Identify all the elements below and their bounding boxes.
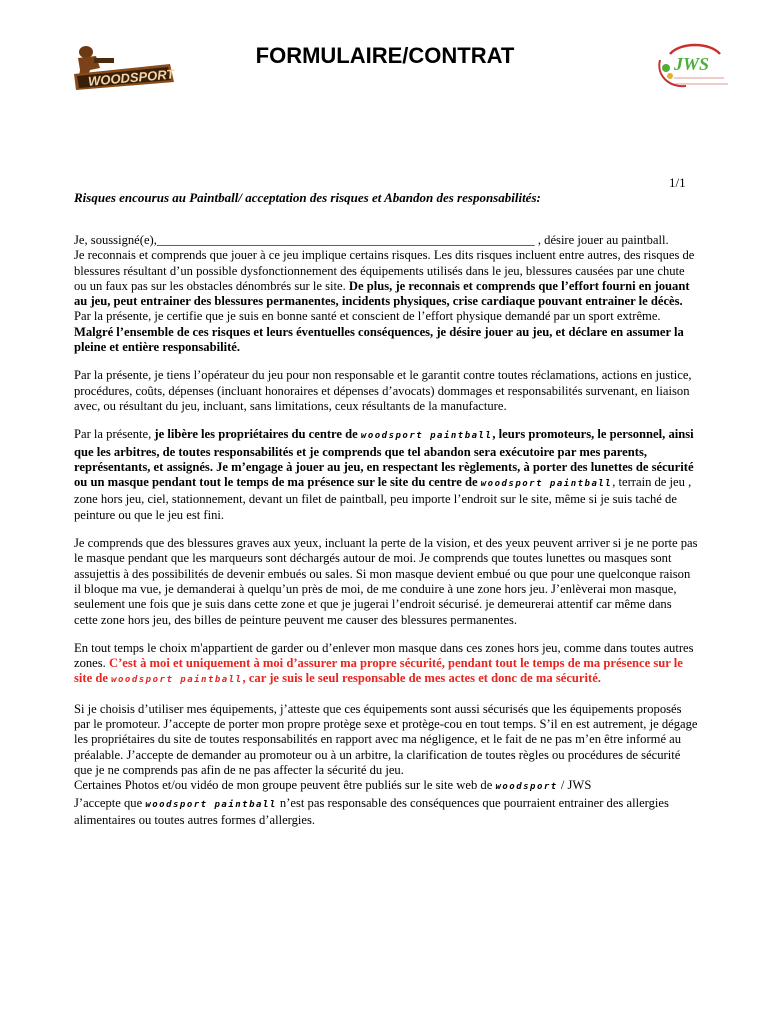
signature-line: Je, soussigné(e),____________________________________________________________ , désire jouer au paintball. — [74, 233, 669, 247]
brand-name: woodsport paintball — [480, 479, 613, 490]
section-title: Risques encourus au Paintball/ acceptation des risques et Abandon des responsabilités: — [74, 190, 541, 205]
jws-logo — [640, 40, 732, 98]
paragraph-release: Par la présente, je libère les propriétaires du centre de woodsport paintball, leurs promoteurs, le personnel, ainsi que les arbitres, de toutes responsabilités et je comprends que tel abandon sera exécutoire par mes parents, représentants, et assignés. Je m’engage à jouer au jeu, en respectant les règlements, à porter des lunettes de sécurité ou un masque pendant tout le temps de ma présence sur le site du centre de woodsport paintball, terrain de jeu , zone hors jeu, ciel, stationnement, devant un filet de paintball, peu importe l’endroit sur le site, même si je suis taché de peinture ou que le jeu est fini. — [74, 427, 694, 522]
brand-name: woodsport paintball — [145, 799, 277, 810]
page-number: 1/1 — [669, 175, 686, 190]
paragraph-equipment: Si je choisis d’utiliser mes équipements, j’atteste que ces équipements sont aussi sécurisés que les équipements proposés par le promoteur. J’accepte de porter mon propre protège sexe et protège-cou en tout temps. S’il en est autrement, je dégage les propriétaires du site de toutes responsabilités en rapport avec ma négligence, et le fait de ne pas m’en être informé au préalable. J’accepte de demander au promoteur ou à un arbitre, la clarification de toutes règles ou procédures de sécurité que je ne comprends pas afin de ne pas affecter la sécurité du jeu. Certaines Photos et/ou vidéo de mon groupe peuvent être publiés sur le site web de woodsport / JWS J’accepte que woodsport paintball n’est pas responsable des conséquences que pourraient entrainer des allergies alimentaires ou toutes autres formes d’allergies. — [74, 701, 698, 827]
svg-text:JWS: JWS — [674, 54, 710, 74]
svg-text:WOODSPORT: WOODSPORT — [87, 66, 175, 89]
paragraph-eye-injury: Je comprends que des blessures graves aux yeux, incluant la perte de la vision, et des yeux peuvent arriver si je ne porte pas le masque pendant que les marqueurs sont déchargés autour de moi. Je comprends que toutes lunettes ou masques sont assujettis à des possibilités de devenir embués ou sales. Si mon masque devient embué ou que pour une quelconque raison il bloque ma vue, je demanderai à quelqu’un près de moi, de me conduire à une zone hors jeu. J’enlèverai mon masque, seulement une fois que je suis dans cette zone et que je jugerai l’endroit sécurisé. je demeurerai attentif car même dans cette zone hors jeu, des billes de peinture peuvent me causer des blessures permanentes. — [74, 536, 698, 627]
brand-name: woodsport — [495, 782, 558, 793]
paragraph-liability: Par la présente, je tiens l’opérateur du jeu pour non responsable et le garantit contre toutes réclamations, actions en justice, procédures, coûts, dépenses (incluant honoraires et dépenses d’avocats) dommages et responsabilités survenant, en liaison avec, ou résultant du jeu, incluant, sans limitations, ceux résultants de la manufacture. — [74, 368, 692, 413]
paragraph-mask-choice: En tout temps le choix m'appartient de garder ou d’enlever mon masque dans ces zones hors jeu, comme dans toutes autres zones. C’est à moi et uniquement à moi d’assurer ma propre sécurité, pendant tout le temps de ma présence sur le site de woodsport paintball, car je suis le seul responsable de mes actes et donc de ma sécurité. — [74, 640, 694, 686]
paragraph-declaration: Je, soussigné(e),____________________________________________________________ , désire jouer au paintball. Je reconnais et comprends que jouer à ce jeu implique certains risques. Les dits risques incluent entre autres, des risques de blessures résultant d’un possible dysfonctionnement des équipements utilisés dans le jeu, blessures causées par une chute ou un faux pas sur les obstacles dénombrés sur le site. De plus, je reconnais et comprends que l’effort fourni en jouant au jeu, peut entrainer des blessures permanentes, incidents physiques, crise cardiaque pouvant entrainer le décès. Par la présente, je certifie que je suis en bonne santé et conscient de l’effort physique demandé par un sport extrême. Malgré l’ensemble de ces risques et leurs éventuelles conséquences, je désire jouer au jeu, et déclare en assumer la pleine et entière responsabilité. — [74, 233, 695, 355]
brand-name: woodsport paintball — [360, 431, 493, 442]
document-title: FORMULAIRE/CONTRAT — [255, 43, 515, 68]
brand-name: woodsport paintball — [111, 675, 243, 686]
contract-body — [74, 233, 698, 841]
